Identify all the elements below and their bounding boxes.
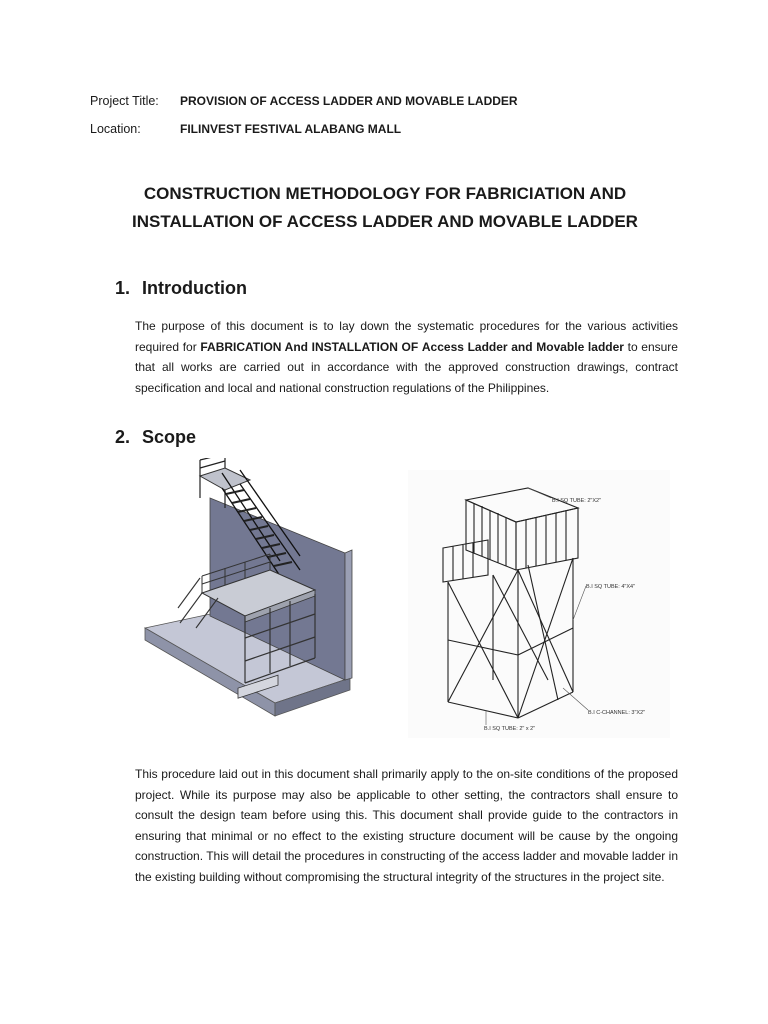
scope-paragraph: This procedure laid out in this document shall primarily apply to the on-site conditions of the proposed project. While its purpose may also be applicable to other setting, the contractors shall ensure to consult the design team before using this. This document shall provide guide to the contractors in ensuring that minimal or no effect to the existing structure document will be cause by the ongoing construction. This will detail the procedures in constructing of the access ladder and movable ladder in the existing building without compromising the structural integrity of the structures in the project site.	[135, 767, 678, 884]
intro-text: The purpose of this document is to lay down the systematic procedures for the various activities required for	[135, 319, 678, 354]
intro-bold-ladder: Access Ladder and Movable ladder	[421, 339, 624, 354]
document-title-line2: INSTALLATION OF ACCESS LADDER AND MOVABLE LADDER	[132, 212, 638, 231]
section-number: 1.	[115, 278, 131, 298]
introduction-paragraph	[135, 316, 678, 398]
staircase-isometric-figure	[140, 458, 360, 720]
project-title-value: PROVISION OF ACCESS LADDER AND MOVABLE LADDER	[180, 94, 518, 108]
section-title: Introduction	[142, 278, 247, 298]
location-value: FILINVEST FESTIVAL ALABANG MALL	[180, 122, 402, 136]
section-title: Scope	[142, 427, 197, 447]
location-row	[90, 122, 401, 136]
label-c-channel: B.I C-CHANNEL: 3"X2"	[588, 710, 646, 716]
project-title-label: Project Title:	[90, 94, 159, 108]
section-heading-scope	[115, 427, 196, 448]
section-heading-introduction	[115, 278, 247, 299]
document-title-line1: CONSTRUCTION METHODOLOGY FOR FABRICIATION AND	[143, 184, 627, 203]
label-tube-4x4: B.I SQ TUBE: 4"X4"	[586, 584, 636, 590]
intro-text-after: to ensure that all works are carried out in accordance with the approved construction drawings, contract specification and local and national construction regulations of the Philippines.	[135, 339, 678, 395]
label-tube-2x2-bottom: B.I SQ TUBE: 2" x 2"	[484, 726, 536, 732]
label-tube-2x2-top: B.I SQ TUBE: 2"X2"	[552, 498, 602, 504]
document-title	[90, 180, 680, 236]
location-label: Location:	[90, 122, 141, 136]
movable-ladder-figure	[408, 470, 670, 738]
section-number: 2.	[115, 427, 131, 447]
intro-bold-fabrication: FABRICATION And INSTALLATION OF	[200, 339, 419, 354]
project-title-row	[90, 94, 518, 108]
